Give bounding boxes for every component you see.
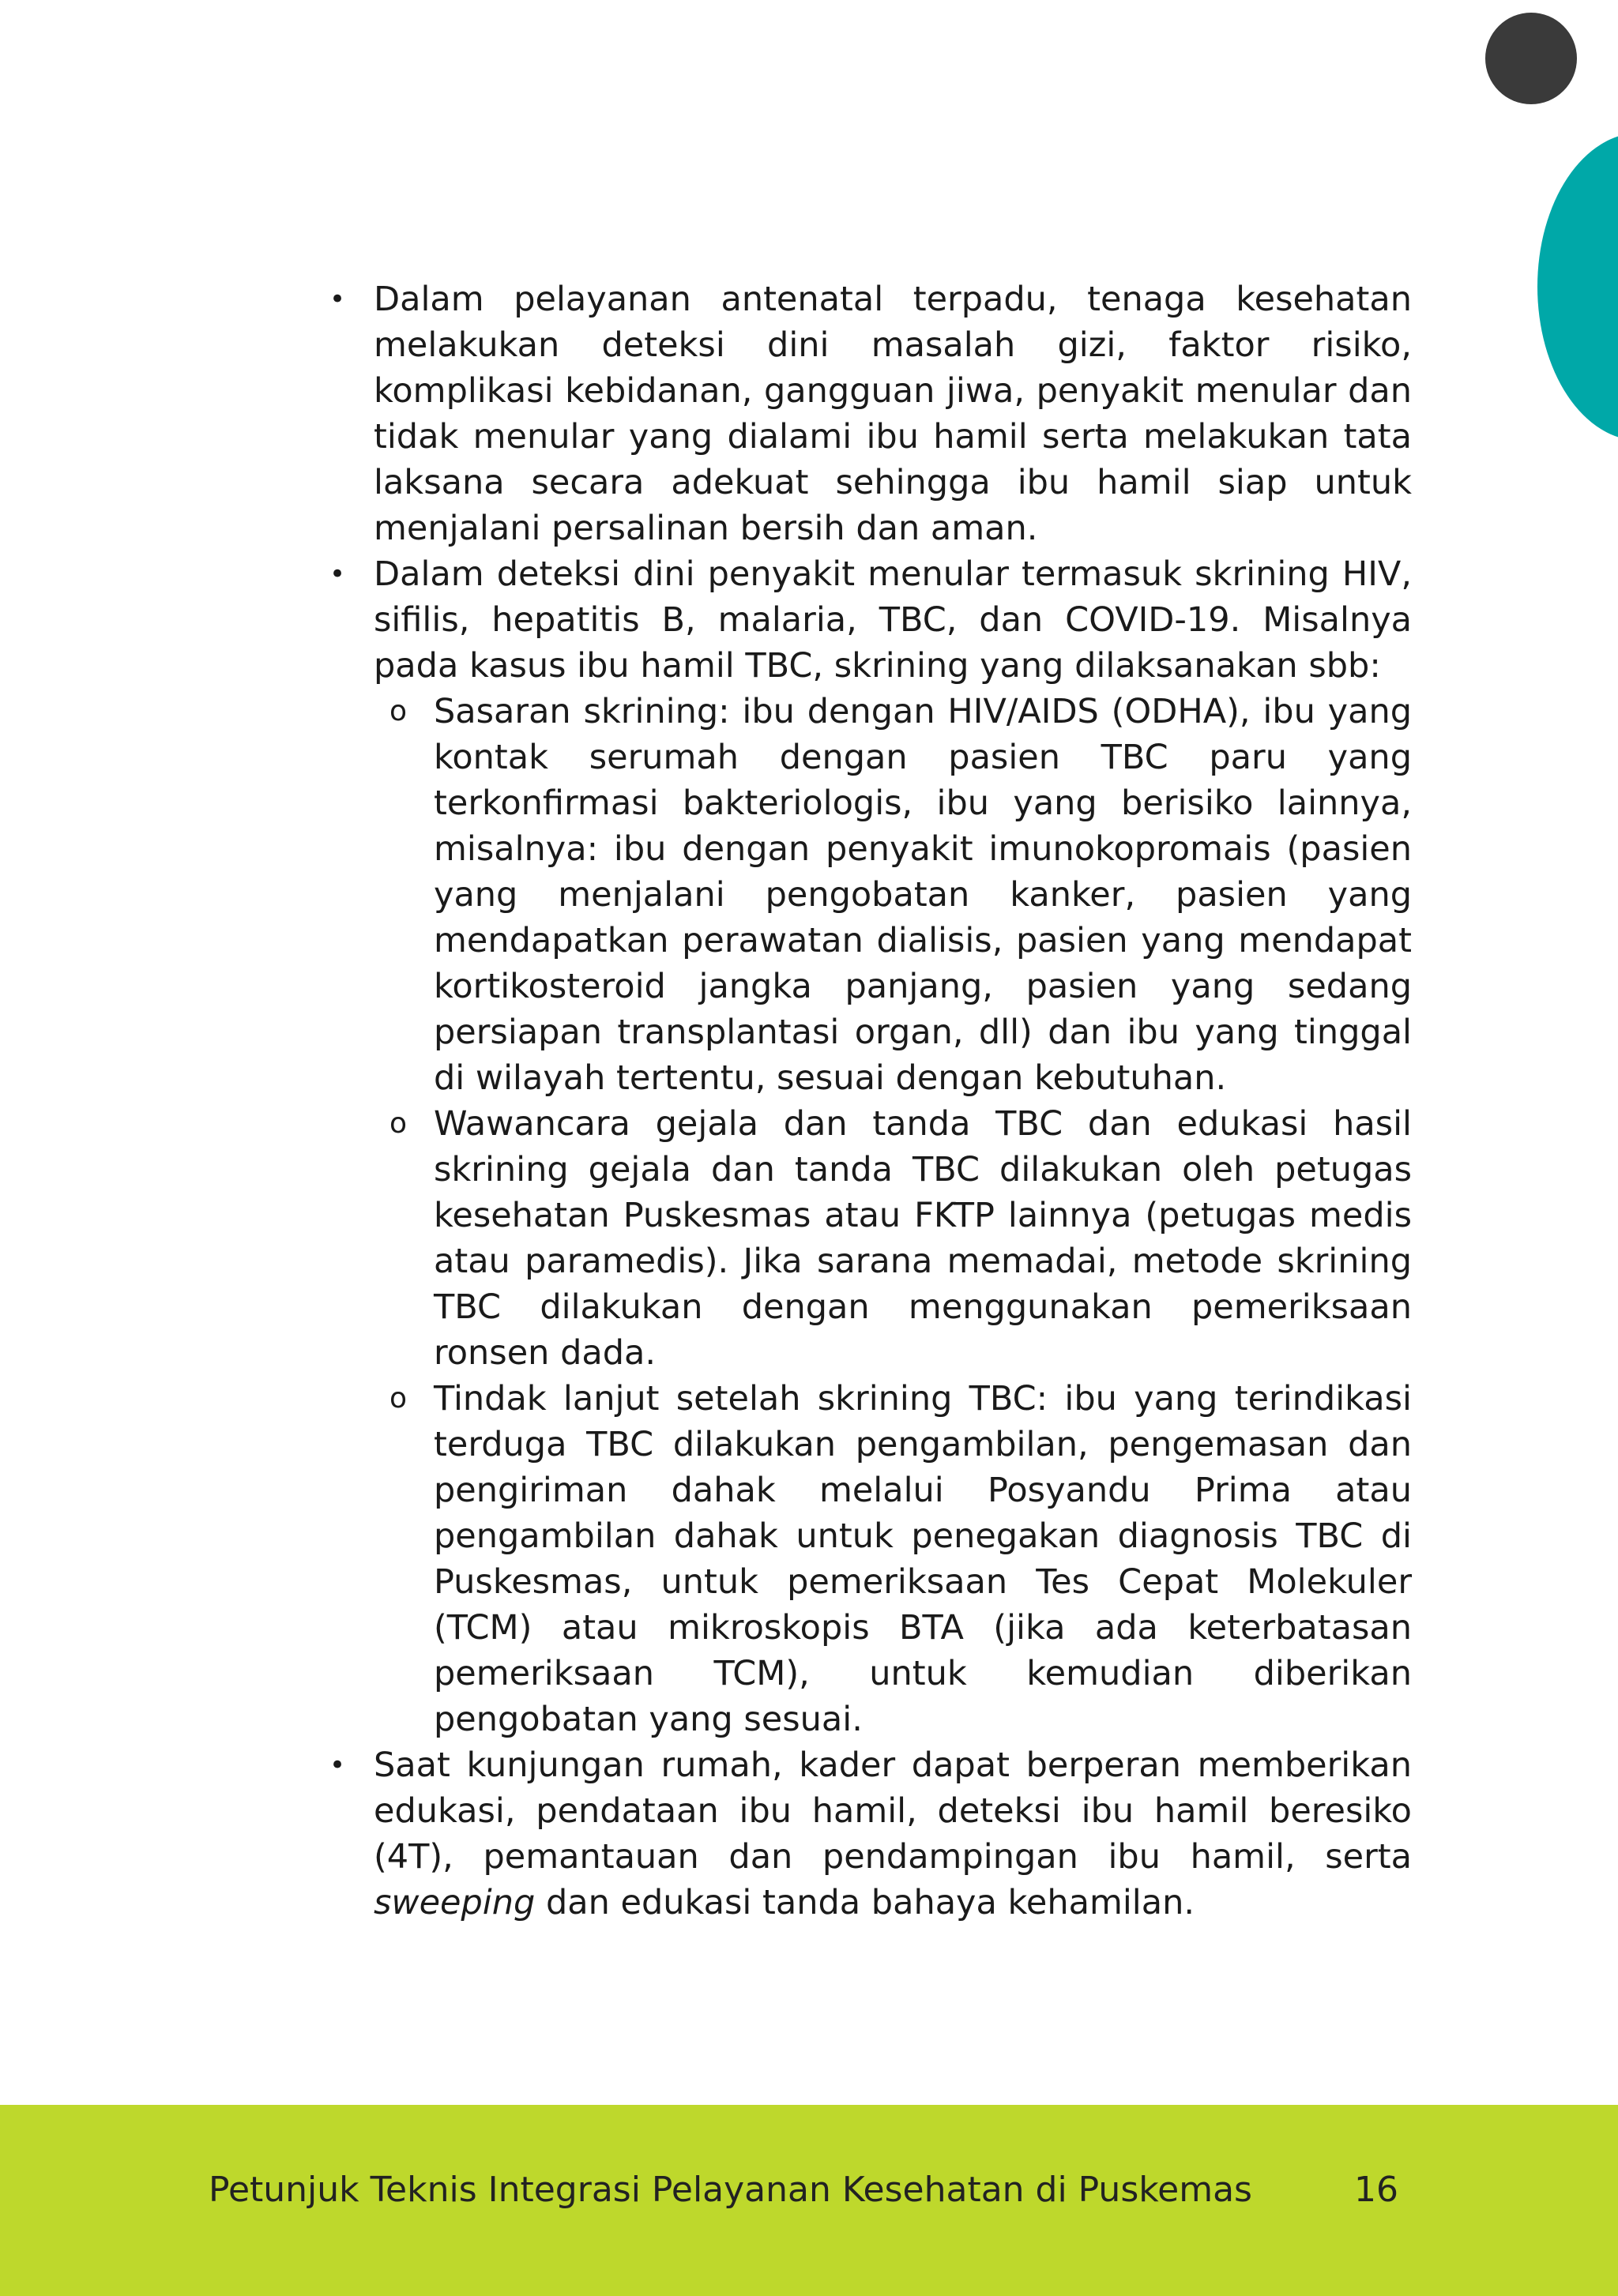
footer-title: Petunjuk Teknis Integrasi Pelayanan Kesehatan di Puskemas bbox=[209, 2170, 1252, 2210]
sub-list-item-text: Wawancara gejala dan tanda TBC dan edukasi hasil skrining gejala dan tanda TBC dilakukan oleh petugas kesehatan Puskesmas atau FKTP lainnya (petugas medis atau paramedis). Jika sarana memadai, metode skrining TBC dilakukan dengan menggunakan pemeriksaan ronsen dada. bbox=[434, 1104, 1412, 1373]
bullet-icon: • bbox=[329, 558, 346, 590]
list-item bbox=[320, 276, 1412, 551]
sub-bullet-list bbox=[374, 689, 1412, 1742]
decorative-teal-shape bbox=[1537, 133, 1618, 441]
document-body bbox=[320, 276, 1412, 1926]
sub-list-item bbox=[374, 1376, 1412, 1742]
bullet-list bbox=[320, 276, 1412, 1926]
page-number: 16 bbox=[1354, 2170, 1398, 2210]
text-segment: Saat kunjungan rumah, kader dapat berperan memberikan edukasi, pendataan ibu hamil, deteksi ibu hamil beresiko (4T), pemantauan dan pendampingan ibu hamil, serta bbox=[374, 1745, 1412, 1877]
list-item-text: Dalam deteksi dini penyakit menular termasuk skrining HIV, sifilis, hepatitis B, malaria, TBC, dan COVID-19. Misalnya pada kasus ibu hamil TBC, skrining yang dilaksanakan sbb: bbox=[374, 554, 1412, 686]
list-item-text: Dalam pelayanan antenatal terpadu, tenaga kesehatan melakukan deteksi dini masalah gizi, faktor risiko, komplikasi kebidanan, gangguan jiwa, penyakit menular dan tidak menular yang dialami ibu hamil serta melakukan tata laksana secara adekuat sehingga ibu hamil siap untuk menjalani persalinan bersih dan aman. bbox=[374, 280, 1412, 548]
sub-bullet-icon: o bbox=[389, 1382, 408, 1415]
sub-list-item bbox=[374, 689, 1412, 1101]
list-item bbox=[320, 1742, 1412, 1926]
bullet-icon: • bbox=[329, 284, 346, 315]
bullet-icon: • bbox=[329, 1749, 346, 1781]
list-item bbox=[320, 551, 1412, 1742]
sub-list-item-text: Tindak lanjut setelah skrining TBC: ibu yang terindikasi terduga TBC dilakukan pengambilan, pengemasan dan pengiriman dahak melalui Posyandu Prima atau pengambilan dahak untuk penegakan diagnosis TBC di Puskesmas, untuk pemeriksaan Tes Cepat Molekuler (TCM) atau mikroskopis BTA (jika ada keterbatasan pemeriksaan TCM), untuk kemudian diberikan pengobatan yang sesuai. bbox=[434, 1379, 1412, 1739]
text-segment: dan edukasi tanda bahaya kehamilan. bbox=[535, 1883, 1195, 1922]
list-item-text bbox=[374, 1745, 1412, 1922]
decorative-dark-dot bbox=[1485, 13, 1577, 104]
footer-bar bbox=[0, 2105, 1618, 2296]
italic-term: sweeping bbox=[374, 1883, 536, 1922]
sub-list-item bbox=[374, 1101, 1412, 1376]
sub-bullet-icon: o bbox=[389, 695, 408, 727]
sub-bullet-icon: o bbox=[389, 1107, 408, 1140]
sub-list-item-text: Sasaran skrining: ibu dengan HIV/AIDS (ODHA), ibu yang kontak serumah dengan pasien TBC paru yang terkonfirmasi bakteriologis, ibu yang berisiko lainnya, misalnya: ibu dengan penyakit imunokopromais (pasien yang menjalani pengobatan kanker, pasien yang mendapatkan perawatan dialisis, pasien yang mendapat kortikosteroid jangka panjang, pasien yang sedang persiapan transplantasi organ, dll) dan ibu yang tinggal di wilayah tertentu, sesuai dengan kebutuhan. bbox=[434, 692, 1412, 1098]
